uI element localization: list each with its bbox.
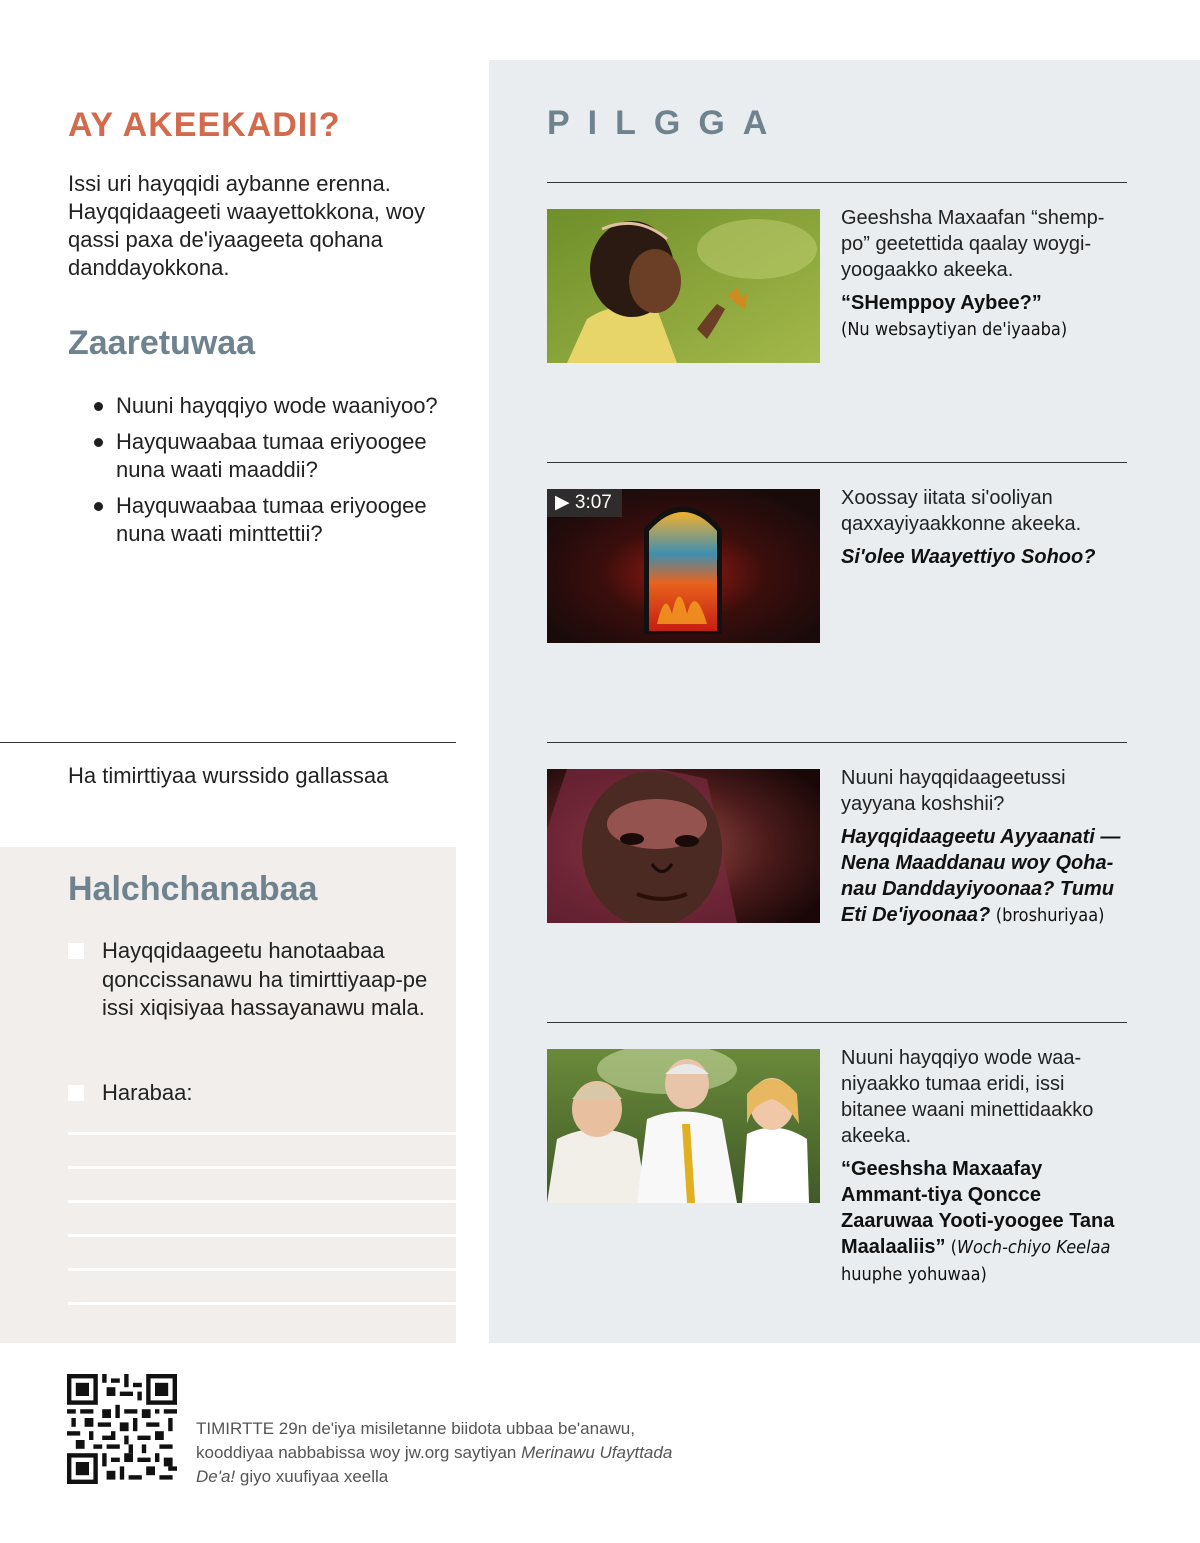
- brochure-title[interactable]: Hayqqidaageetu Ayyaanati —Nena Maaddanau woy Qoha-nau Danddayiyoonaa? Tumu Eti De'iyoonaa?: [841, 826, 1121, 926]
- people-talking-image: [547, 1049, 820, 1203]
- video-title[interactable]: Si'olee Waayettiyo Sohoo?: [841, 546, 1096, 568]
- page-title: AY AKEEKADII?: [68, 106, 341, 144]
- brochure-reference[interactable]: [841, 824, 1131, 929]
- story-reference[interactable]: [841, 1156, 1131, 1288]
- footer-note: [196, 1417, 716, 1489]
- completion-date-prompt: Ha timirttiyaa wurssido gallassaa: [68, 763, 389, 788]
- article-description: Geeshsha Maxaafan “shemp-po” geetettida qaalay woygi-yoogaakko akeeka.: [841, 207, 1105, 281]
- article-thumbnail[interactable]: [547, 209, 820, 363]
- footer-book-title[interactable]: Merinawu Ufayttada De'a!: [196, 1443, 673, 1486]
- girl-butterfly-image: [547, 209, 820, 363]
- footer-text-pre: TIMIRTTE 29n de'iya misiletanne biidota ubbaa be'anawu, kooddiyaa nabbabissa woy jw.org saytiyan: [196, 1419, 635, 1462]
- checkbox[interactable]: [68, 943, 84, 959]
- commitment-text: Hayqqidaageetu hanotaabaa qonccissanawu ha timirttiyaap-pe issi xiqisiyaa hassayanawu mala.: [102, 938, 428, 1020]
- writing-line[interactable]: [68, 1132, 456, 1135]
- brochure-thumbnail[interactable]: [547, 769, 820, 923]
- article-reference[interactable]: [841, 290, 1131, 343]
- writing-line[interactable]: [68, 1234, 456, 1237]
- video-description: Xoossay iitata si'ooliyan qaxxayiyaakkonne akeeka.: [841, 487, 1082, 535]
- commitment-text: Harabaa:: [102, 1080, 193, 1105]
- story-description: Nuuni hayqqiyo wode waa-niyaakko tumaa eridi, issi bitanee waani minettidaakko akeeka.: [841, 1047, 1094, 1147]
- qr-code[interactable]: [67, 1374, 177, 1484]
- video-reference[interactable]: [841, 544, 1131, 570]
- commitment-item-other[interactable]: [68, 1079, 438, 1108]
- footer-text-post: giyo xuufiyaa xeella: [235, 1467, 389, 1486]
- video-duration: ▶ 3:07: [547, 489, 622, 517]
- brochure-source: (broshuriyaa): [995, 905, 1105, 926]
- writing-line[interactable]: [68, 1302, 456, 1305]
- list-item: Hayquwaabaa tumaa eriyoogee nuna waati minttettii?: [92, 492, 462, 548]
- divider: [547, 742, 1127, 743]
- divider: [547, 1022, 1127, 1023]
- article-title[interactable]: “SHemppoy Aybee?”: [841, 292, 1042, 314]
- divider: [0, 742, 456, 743]
- checkbox[interactable]: [68, 1085, 84, 1101]
- writing-line[interactable]: [68, 1268, 456, 1271]
- video-thumbnail[interactable]: [547, 489, 820, 643]
- commitment-item[interactable]: [68, 937, 438, 1023]
- questions-heading: Zaaretuwaa: [68, 324, 256, 362]
- intro-text: Issi uri hayqqidi aybanne erenna. Hayqqidaageeti waayettokkona, woy qassi paxa de'iyaageeta qohana danddayokkona.: [68, 171, 426, 280]
- divider: [547, 462, 1127, 463]
- story-source-pre: (: [945, 1237, 957, 1258]
- face-image: [547, 769, 820, 923]
- story-title[interactable]: “Geeshsha Maxaafay Ammant-tiya Qoncce Zaaruwaa Yooti-yoogee Tana Maalaaliis”: [841, 1158, 1115, 1258]
- story-source-magazine: Woch-chiyo Keelaa: [956, 1237, 1111, 1258]
- writing-line[interactable]: [68, 1166, 456, 1169]
- commitments-heading: Halchchanabaa: [68, 870, 318, 908]
- divider: [547, 182, 1127, 183]
- article-source: (Nu websaytiyan de'iyaaba): [841, 319, 1068, 340]
- list-item: Hayquwaabaa tumaa eriyoogee nuna waati maaddii?: [92, 428, 462, 484]
- story-thumbnail[interactable]: [547, 1049, 820, 1203]
- qr-code-icon: [67, 1374, 177, 1484]
- explore-heading: PILGGA: [547, 104, 786, 142]
- brochure-description: Nuuni hayqqidaageetussi yayyana koshshii?: [841, 767, 1066, 815]
- writing-line[interactable]: [68, 1200, 456, 1203]
- list-item: Nuuni hayqqiyo wode waaniyoo?: [92, 392, 462, 420]
- story-source-post: huuphe yohuwaa): [841, 1264, 987, 1285]
- questions-list: [92, 392, 462, 556]
